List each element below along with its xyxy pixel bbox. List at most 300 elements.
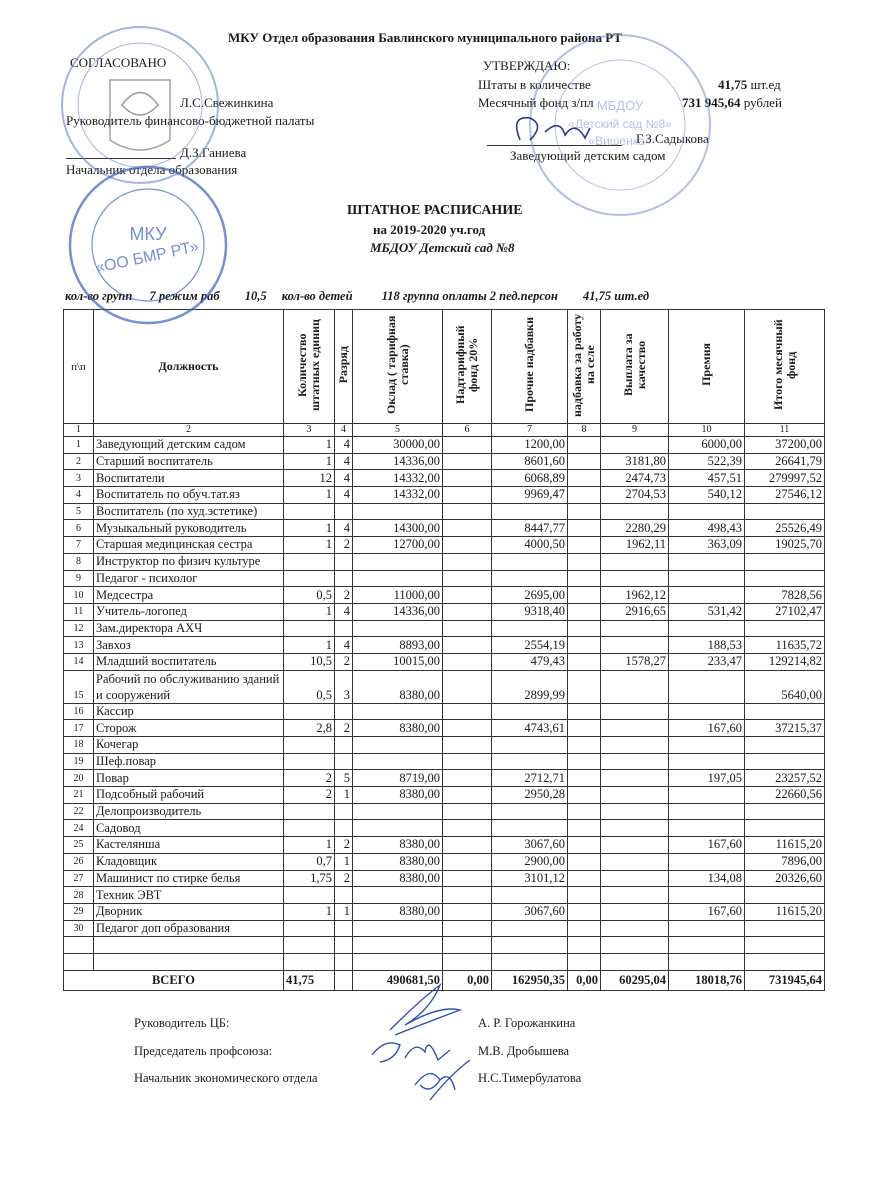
row-number: 17: [64, 720, 94, 737]
quality-payment: 2704,53: [601, 487, 669, 504]
other-allowances: [492, 703, 568, 720]
bonus: 167,60: [669, 903, 745, 920]
base-salary: 14336,00: [353, 603, 443, 620]
quality-payment: [601, 937, 669, 954]
signer-name-1: Л.С.Свежинкина: [180, 95, 274, 110]
table-row: [64, 553, 825, 570]
extra-tariff-fund: [443, 503, 492, 520]
monthly-total: 25526,49: [745, 520, 825, 537]
base-salary: [353, 920, 443, 937]
grade: 2: [335, 653, 353, 670]
extra-tariff-fund: [443, 937, 492, 954]
monthly-total: [745, 887, 825, 904]
quality-payment: [601, 920, 669, 937]
position-name: Воспитатель по обуч.тат.яз: [94, 487, 284, 504]
extra-tariff-fund: [443, 520, 492, 537]
staff-units: 1: [284, 537, 335, 554]
other-allowances: 4743,61: [492, 720, 568, 737]
total-label: ВСЕГО: [64, 970, 284, 990]
row-number: 27: [64, 870, 94, 887]
extra-tariff-fund: [443, 953, 492, 970]
total-oklad: 490681,50: [353, 970, 443, 990]
base-salary: 8893,00: [353, 637, 443, 654]
position-name: Воспитатели: [94, 470, 284, 487]
bonus: 167,60: [669, 720, 745, 737]
row-number: 13: [64, 637, 94, 654]
grade: [335, 937, 353, 954]
bonus: 540,12: [669, 487, 745, 504]
total-c6: 0,00: [443, 970, 492, 990]
extra-tariff-fund: [443, 537, 492, 554]
staff-units: [284, 703, 335, 720]
grade: [335, 703, 353, 720]
staff-units: [284, 887, 335, 904]
staff-units: 1: [284, 903, 335, 920]
doc-title: ШТАТНОЕ РАСПИСАНИЕ: [347, 203, 523, 218]
table-row: [64, 653, 825, 670]
rural-allowance: [568, 903, 601, 920]
bonus: [669, 570, 745, 587]
agreed-label: СОГЛАСОВАНО: [70, 55, 167, 70]
other-allowances: 2900,00: [492, 853, 568, 870]
rural-allowance: [568, 487, 601, 504]
header-row: [64, 310, 825, 424]
quality-payment: [601, 853, 669, 870]
extra-tariff-fund: [443, 753, 492, 770]
quality-payment: 2474,73: [601, 470, 669, 487]
bonus: [669, 737, 745, 754]
rural-allowance: [568, 520, 601, 537]
row-number: 30: [64, 920, 94, 937]
col-number: 2: [94, 424, 284, 437]
base-salary: [353, 503, 443, 520]
col-number: 5: [353, 424, 443, 437]
grade: 2: [335, 587, 353, 604]
quality-payment: [601, 953, 669, 970]
table-row: [64, 870, 825, 887]
extra-tariff-fund: [443, 670, 492, 703]
monthly-total: 7896,00: [745, 853, 825, 870]
grade: 2: [335, 837, 353, 854]
other-allowances: [492, 570, 568, 587]
col-header: Количество штатных единиц: [284, 310, 335, 424]
rural-allowance: [568, 653, 601, 670]
other-allowances: [492, 953, 568, 970]
staff-units: 0,5: [284, 587, 335, 604]
base-salary: [353, 887, 443, 904]
monthly-total: 37200,00: [745, 437, 825, 454]
bonus: 233,47: [669, 653, 745, 670]
bonus: 167,60: [669, 837, 745, 854]
quality-payment: [601, 553, 669, 570]
table-row: [64, 803, 825, 820]
other-allowances: 2695,00: [492, 587, 568, 604]
total-grade: [335, 970, 353, 990]
monthly-total: 129214,82: [745, 653, 825, 670]
base-salary: [353, 937, 443, 954]
table-row: [64, 837, 825, 854]
grade: 3: [335, 670, 353, 703]
position-name: Кладовщик: [94, 853, 284, 870]
position-name: Рабочий по обслуживанию зданий и сооружений: [94, 670, 284, 703]
table-row: [64, 437, 825, 454]
sign-name-1: А. Р. Горожанкина: [478, 1016, 576, 1030]
units-value: 41,75: [582, 289, 612, 303]
rural-allowance: [568, 453, 601, 470]
grade: [335, 820, 353, 837]
staff-units: 1: [284, 520, 335, 537]
base-salary: 14336,00: [353, 453, 443, 470]
grade: 4: [335, 487, 353, 504]
table-row: [64, 470, 825, 487]
fund-unit: рублей: [743, 95, 782, 110]
staff-units: [284, 737, 335, 754]
position-name: Зам.директора АХЧ: [94, 620, 284, 637]
position-name: Садовод: [94, 820, 284, 837]
rural-allowance: [568, 703, 601, 720]
groups-label: кол-во групп: [65, 289, 133, 303]
table-row: [64, 787, 825, 804]
cb-signature: [390, 985, 460, 1035]
grade: 4: [335, 453, 353, 470]
position-name: Учитель-логопед: [94, 603, 284, 620]
quality-payment: 2916,65: [601, 603, 669, 620]
staff-units: [284, 937, 335, 954]
staff-units: 0,7: [284, 853, 335, 870]
grade: 2: [335, 720, 353, 737]
svg-text:«Вишенка»: «Вишенка»: [588, 134, 652, 148]
monthly-total: 11635,72: [745, 637, 825, 654]
signer-role-2: Начальник отдела образования: [66, 162, 238, 177]
staff-value: 41,75: [718, 77, 748, 92]
staff-units: [284, 503, 335, 520]
position-name: [94, 937, 284, 954]
staff-units: [284, 820, 335, 837]
grade: 4: [335, 637, 353, 654]
bonus: 363,09: [669, 537, 745, 554]
col-number: 11: [745, 424, 825, 437]
table-row: [64, 937, 825, 954]
grade: 4: [335, 470, 353, 487]
monthly-total: [745, 753, 825, 770]
doc-org: МБДОУ Детский сад №8: [370, 240, 515, 255]
col-number: 9: [601, 424, 669, 437]
rural-allowance: [568, 853, 601, 870]
bonus: [669, 920, 745, 937]
extra-tariff-fund: [443, 603, 492, 620]
row-number: 14: [64, 653, 94, 670]
table-row: [64, 753, 825, 770]
rural-allowance: [568, 603, 601, 620]
base-salary: [353, 803, 443, 820]
base-salary: 14300,00: [353, 520, 443, 537]
quality-payment: [601, 720, 669, 737]
col-number: 7: [492, 424, 568, 437]
rural-allowance: [568, 437, 601, 454]
row-number: 5: [64, 503, 94, 520]
base-salary: [353, 620, 443, 637]
col-header: Оклад ( тарифная ставка): [353, 310, 443, 424]
bonus: [669, 620, 745, 637]
staff-units: [284, 553, 335, 570]
table-row: [64, 487, 825, 504]
monthly-total: [745, 920, 825, 937]
row-number: 28: [64, 887, 94, 904]
row-number: 19: [64, 753, 94, 770]
rural-allowance: [568, 837, 601, 854]
base-salary: [353, 953, 443, 970]
position-name: Кастелянша: [94, 837, 284, 854]
other-allowances: 3067,60: [492, 837, 568, 854]
extra-tariff-fund: [443, 487, 492, 504]
other-allowances: 2899,99: [492, 670, 568, 703]
bonus: 531,42: [669, 603, 745, 620]
row-number: 10: [64, 587, 94, 604]
table-row: [64, 587, 825, 604]
extra-tariff-fund: [443, 570, 492, 587]
row-number: 7: [64, 537, 94, 554]
position-name: Делопроизводитель: [94, 803, 284, 820]
base-salary: 8719,00: [353, 770, 443, 787]
other-allowances: [492, 920, 568, 937]
position-name: Педагог доп образования: [94, 920, 284, 937]
row-number: 18: [64, 737, 94, 754]
position-name: [94, 953, 284, 970]
column-number-row: [64, 424, 825, 437]
bonus: 522,39: [669, 453, 745, 470]
grade: 1: [335, 903, 353, 920]
other-allowances: 4000,50: [492, 537, 568, 554]
signature-line: [487, 145, 622, 146]
quality-payment: [601, 803, 669, 820]
table-row: [64, 453, 825, 470]
extra-tariff-fund: [443, 703, 492, 720]
monthly-total: [745, 553, 825, 570]
children-value: 118: [381, 289, 400, 303]
signer-role-1: Руководитель финансово-бюджетной палаты: [66, 113, 315, 128]
rural-allowance: [568, 887, 601, 904]
monthly-total: [745, 570, 825, 587]
other-allowances: 9318,40: [492, 603, 568, 620]
staff-units: 2,8: [284, 720, 335, 737]
other-allowances: [492, 887, 568, 904]
other-allowances: [492, 820, 568, 837]
row-number: 16: [64, 703, 94, 720]
base-salary: 8380,00: [353, 720, 443, 737]
position-name: Повар: [94, 770, 284, 787]
position-name: Воспитатель (по худ.эстетике): [94, 503, 284, 520]
table-row: [64, 887, 825, 904]
row-number: 6: [64, 520, 94, 537]
table-row: [64, 703, 825, 720]
quality-payment: [601, 870, 669, 887]
grade: [335, 553, 353, 570]
grade: [335, 620, 353, 637]
other-allowances: 2554,19: [492, 637, 568, 654]
table-row: [64, 820, 825, 837]
quality-payment: [601, 770, 669, 787]
staff-units: 1,75: [284, 870, 335, 887]
total-c8: 0,00: [568, 970, 601, 990]
monthly-total: 22660,56: [745, 787, 825, 804]
col-number: 8: [568, 424, 601, 437]
rural-allowance: [568, 670, 601, 703]
grade: [335, 753, 353, 770]
staff-units: 2: [284, 770, 335, 787]
col-number: 1: [64, 424, 94, 437]
staff-units: [284, 953, 335, 970]
quality-payment: [601, 637, 669, 654]
bonus: [669, 820, 745, 837]
base-salary: [353, 737, 443, 754]
col-number: 10: [669, 424, 745, 437]
bonus: [669, 853, 745, 870]
other-allowances: 3067,60: [492, 903, 568, 920]
table-row: [64, 637, 825, 654]
monthly-total: 27102,47: [745, 603, 825, 620]
other-allowances: 1200,00: [492, 437, 568, 454]
monthly-total: 279997,52: [745, 470, 825, 487]
mode-value: 10,5: [244, 289, 267, 303]
doc-period: на 2019-2020 уч.год: [373, 222, 486, 237]
row-number: 2: [64, 453, 94, 470]
position-name: Старшая медицинская сестра: [94, 537, 284, 554]
base-salary: 14332,00: [353, 487, 443, 504]
bonus: 498,43: [669, 520, 745, 537]
mode-label: режим раб: [158, 289, 220, 303]
extra-tariff-fund: [443, 720, 492, 737]
quality-payment: 1962,11: [601, 537, 669, 554]
rural-allowance: [568, 637, 601, 654]
base-salary: [353, 820, 443, 837]
table-row: [64, 920, 825, 937]
monthly-total: 20326,60: [745, 870, 825, 887]
rural-allowance: [568, 803, 601, 820]
extra-tariff-fund: [443, 803, 492, 820]
table-row: [64, 670, 825, 703]
monthly-total: 11615,20: [745, 837, 825, 854]
quality-payment: [601, 903, 669, 920]
base-salary: 8380,00: [353, 870, 443, 887]
staff-units: [284, 620, 335, 637]
children-label: кол-во детей: [281, 289, 353, 303]
quality-payment: [601, 670, 669, 703]
row-number: 15: [64, 670, 94, 703]
col-number: 3: [284, 424, 335, 437]
row-number: 24: [64, 820, 94, 837]
bonus: 6000,00: [669, 437, 745, 454]
fund-value: 731 945,64: [682, 95, 741, 110]
bonus: 197,05: [669, 770, 745, 787]
col-header: Надтарифный фонд 20%: [443, 310, 492, 424]
bonus: [669, 587, 745, 604]
staff-units: [284, 753, 335, 770]
extra-tariff-fund: [443, 453, 492, 470]
position-name: Старший воспитатель: [94, 453, 284, 470]
other-allowances: 479,43: [492, 653, 568, 670]
quality-payment: 1578,27: [601, 653, 669, 670]
monthly-total: [745, 820, 825, 837]
staff-units: 10,5: [284, 653, 335, 670]
grade: 4: [335, 437, 353, 454]
quality-payment: [601, 620, 669, 637]
svg-text:МБДОУ: МБДОУ: [596, 98, 644, 113]
col-header: Премия: [669, 310, 745, 424]
quality-payment: [601, 503, 669, 520]
bonus: [669, 937, 745, 954]
econ-signature: [415, 1060, 470, 1100]
col-header: Выплата за качество: [601, 310, 669, 424]
monthly-total: [745, 620, 825, 637]
row-number: 9: [64, 570, 94, 587]
quality-payment: [601, 753, 669, 770]
position-name: Завхоз: [94, 637, 284, 654]
table-row: [64, 720, 825, 737]
grade: 4: [335, 603, 353, 620]
position-name: Техник ЭВТ: [94, 887, 284, 904]
total-c10: 18018,76: [669, 970, 745, 990]
head-role: Заведующий детским садом: [510, 148, 666, 163]
other-allowances: [492, 553, 568, 570]
rural-allowance: [568, 920, 601, 937]
staff-units: 0,5: [284, 670, 335, 703]
staff-units: 1: [284, 837, 335, 854]
bonus: [669, 503, 745, 520]
monthly-total: [745, 953, 825, 970]
table-row: [64, 953, 825, 970]
col-number: 4: [335, 424, 353, 437]
sign-name-2: М.В. Дробышева: [478, 1044, 570, 1058]
row-number: 12: [64, 620, 94, 637]
base-salary: 12700,00: [353, 537, 443, 554]
bonus: [669, 670, 745, 703]
staff-units: [284, 570, 335, 587]
grade: 1: [335, 787, 353, 804]
quality-payment: [601, 787, 669, 804]
grade: 5: [335, 770, 353, 787]
rural-allowance: [568, 937, 601, 954]
rural-allowance: [568, 870, 601, 887]
extra-tariff-fund: [443, 553, 492, 570]
quality-payment: 2280,29: [601, 520, 669, 537]
monthly-total: [745, 703, 825, 720]
quality-payment: [601, 887, 669, 904]
base-salary: 8380,00: [353, 837, 443, 854]
other-allowances: [492, 503, 568, 520]
position-name: Заведующий детским садом: [94, 437, 284, 454]
table-row: [64, 520, 825, 537]
col-header: п\п: [64, 310, 94, 424]
rural-allowance: [568, 620, 601, 637]
position-name: Машинист по стирке белья: [94, 870, 284, 887]
extra-tariff-fund: [443, 437, 492, 454]
bonus: [669, 953, 745, 970]
rural-allowance: [568, 820, 601, 837]
svg-text:«ОО БМР РТ»: «ОО БМР РТ»: [93, 238, 201, 277]
extra-tariff-fund: [443, 653, 492, 670]
grade: 4: [335, 520, 353, 537]
monthly-total: 5640,00: [745, 670, 825, 703]
monthly-total: 27546,12: [745, 487, 825, 504]
groups-value: 7: [149, 289, 156, 303]
staff-table: [63, 309, 825, 991]
other-allowances: 9969,47: [492, 487, 568, 504]
grade: [335, 503, 353, 520]
col-number: 6: [443, 424, 492, 437]
svg-text:«Детский сад №8»: «Детский сад №8»: [568, 117, 672, 131]
other-allowances: [492, 937, 568, 954]
quality-payment: [601, 437, 669, 454]
